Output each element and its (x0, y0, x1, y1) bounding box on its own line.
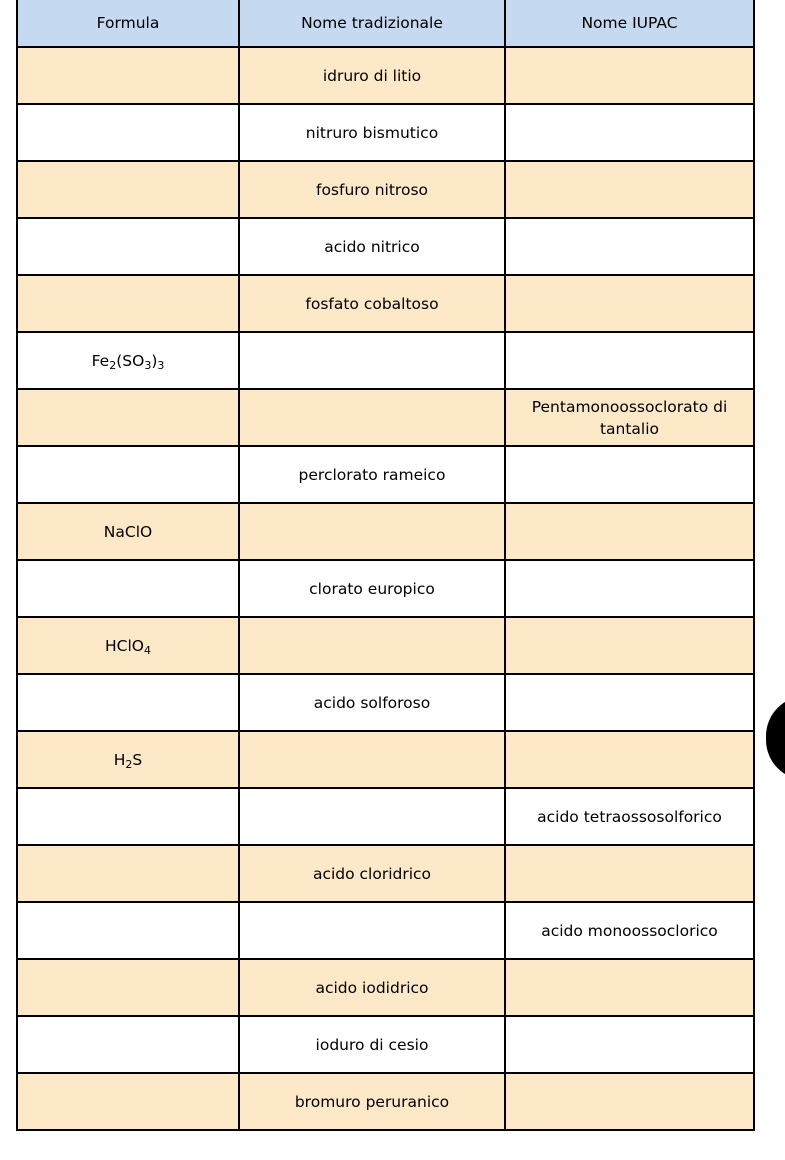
iupac-name-cell (505, 617, 754, 674)
iupac-name-cell (505, 218, 754, 275)
edge-overlay-shape (766, 696, 785, 780)
formula-cell (17, 845, 239, 902)
formula-subscript: 2 (125, 757, 133, 771)
iupac-name-cell (505, 161, 754, 218)
iupac-name-cell: Pentamonoossoclorato di tantalio (505, 389, 754, 446)
traditional-name-cell: clorato europico (239, 560, 505, 617)
table-row (17, 959, 754, 1016)
traditional-name-cell: acido cloridrico (239, 845, 505, 902)
traditional-name-cell (239, 389, 505, 446)
traditional-name-cell (239, 731, 505, 788)
table-row (17, 389, 754, 446)
traditional-name-cell: nitruro bismutico (239, 104, 505, 161)
formula-subscript: 3 (144, 358, 152, 372)
iupac-name-cell (505, 845, 754, 902)
iupac-name-cell: acido tetraossosolforico (505, 788, 754, 845)
formula-subscript: 3 (157, 358, 165, 372)
table-row (17, 560, 754, 617)
formula-cell (17, 617, 239, 674)
iupac-name-cell (505, 674, 754, 731)
header-iupac-name: Nome IUPAC (505, 0, 754, 47)
table-row (17, 503, 754, 560)
iupac-name-cell (505, 275, 754, 332)
iupac-name-cell (505, 332, 754, 389)
formula-part: S (132, 750, 143, 769)
table-row (17, 1073, 754, 1130)
iupac-name-cell (505, 1016, 754, 1073)
formula-cell (17, 161, 239, 218)
table-row (17, 446, 754, 503)
iupac-name-cell (505, 47, 754, 104)
traditional-name-cell: bromuro peruranico (239, 1073, 505, 1130)
iupac-name-cell (505, 959, 754, 1016)
formula-cell (17, 788, 239, 845)
formula-cell (17, 47, 239, 104)
formula-cell (17, 446, 239, 503)
table-row (17, 104, 754, 161)
traditional-name-cell: acido nitrico (239, 218, 505, 275)
formula-cell (17, 959, 239, 1016)
table-row (17, 617, 754, 674)
traditional-name-cell (239, 503, 505, 560)
iupac-name-cell: acido monoossoclorico (505, 902, 754, 959)
formula-cell (17, 104, 239, 161)
header-traditional-name: Nome tradizionale (239, 0, 505, 47)
table-row (17, 47, 754, 104)
formula-part: ) (151, 351, 158, 370)
formula-part: H (113, 750, 126, 769)
table-row (17, 902, 754, 959)
traditional-name-cell (239, 617, 505, 674)
nomenclature-worksheet (16, 0, 753, 1131)
traditional-name-cell: acido solforoso (239, 674, 505, 731)
formula-cell (17, 218, 239, 275)
formula-cell (17, 560, 239, 617)
traditional-name-cell: fosfato cobaltoso (239, 275, 505, 332)
formula-part: HClO (105, 636, 144, 655)
traditional-name-cell: acido iodidrico (239, 959, 505, 1016)
traditional-name-cell: perclorato rameico (239, 446, 505, 503)
table-row (17, 845, 754, 902)
iupac-name-cell (505, 104, 754, 161)
formula-part: (SO (116, 351, 145, 370)
traditional-name-cell: ioduro di cesio (239, 1016, 505, 1073)
table-row (17, 275, 754, 332)
formula-cell (17, 1073, 239, 1130)
traditional-name-cell (239, 902, 505, 959)
table-row (17, 674, 754, 731)
formula-cell (17, 332, 239, 389)
iupac-name-cell (505, 446, 754, 503)
formula-cell (17, 902, 239, 959)
table-row (17, 788, 754, 845)
formula-cell (17, 389, 239, 446)
traditional-name-cell: idruro di litio (239, 47, 505, 104)
formula-cell (17, 275, 239, 332)
iupac-name-cell (505, 560, 754, 617)
formula-cell (17, 731, 239, 788)
traditional-name-cell (239, 788, 505, 845)
formula-cell (17, 674, 239, 731)
formula-part: Fe (91, 351, 110, 370)
header-formula: Formula (17, 0, 239, 47)
nomenclature-table (16, 0, 755, 1131)
iupac-name-cell (505, 1073, 754, 1130)
formula-cell: NaClO (17, 503, 239, 560)
table-row (17, 218, 754, 275)
header-row (17, 0, 754, 47)
traditional-name-cell (239, 332, 505, 389)
table-row (17, 161, 754, 218)
traditional-name-cell: fosfuro nitroso (239, 161, 505, 218)
formula-subscript: 2 (109, 358, 117, 372)
table-row (17, 1016, 754, 1073)
iupac-name-cell (505, 731, 754, 788)
table-row (17, 332, 754, 389)
formula-subscript: 4 (144, 643, 151, 657)
formula-cell (17, 1016, 239, 1073)
table-row (17, 731, 754, 788)
iupac-name-cell (505, 503, 754, 560)
